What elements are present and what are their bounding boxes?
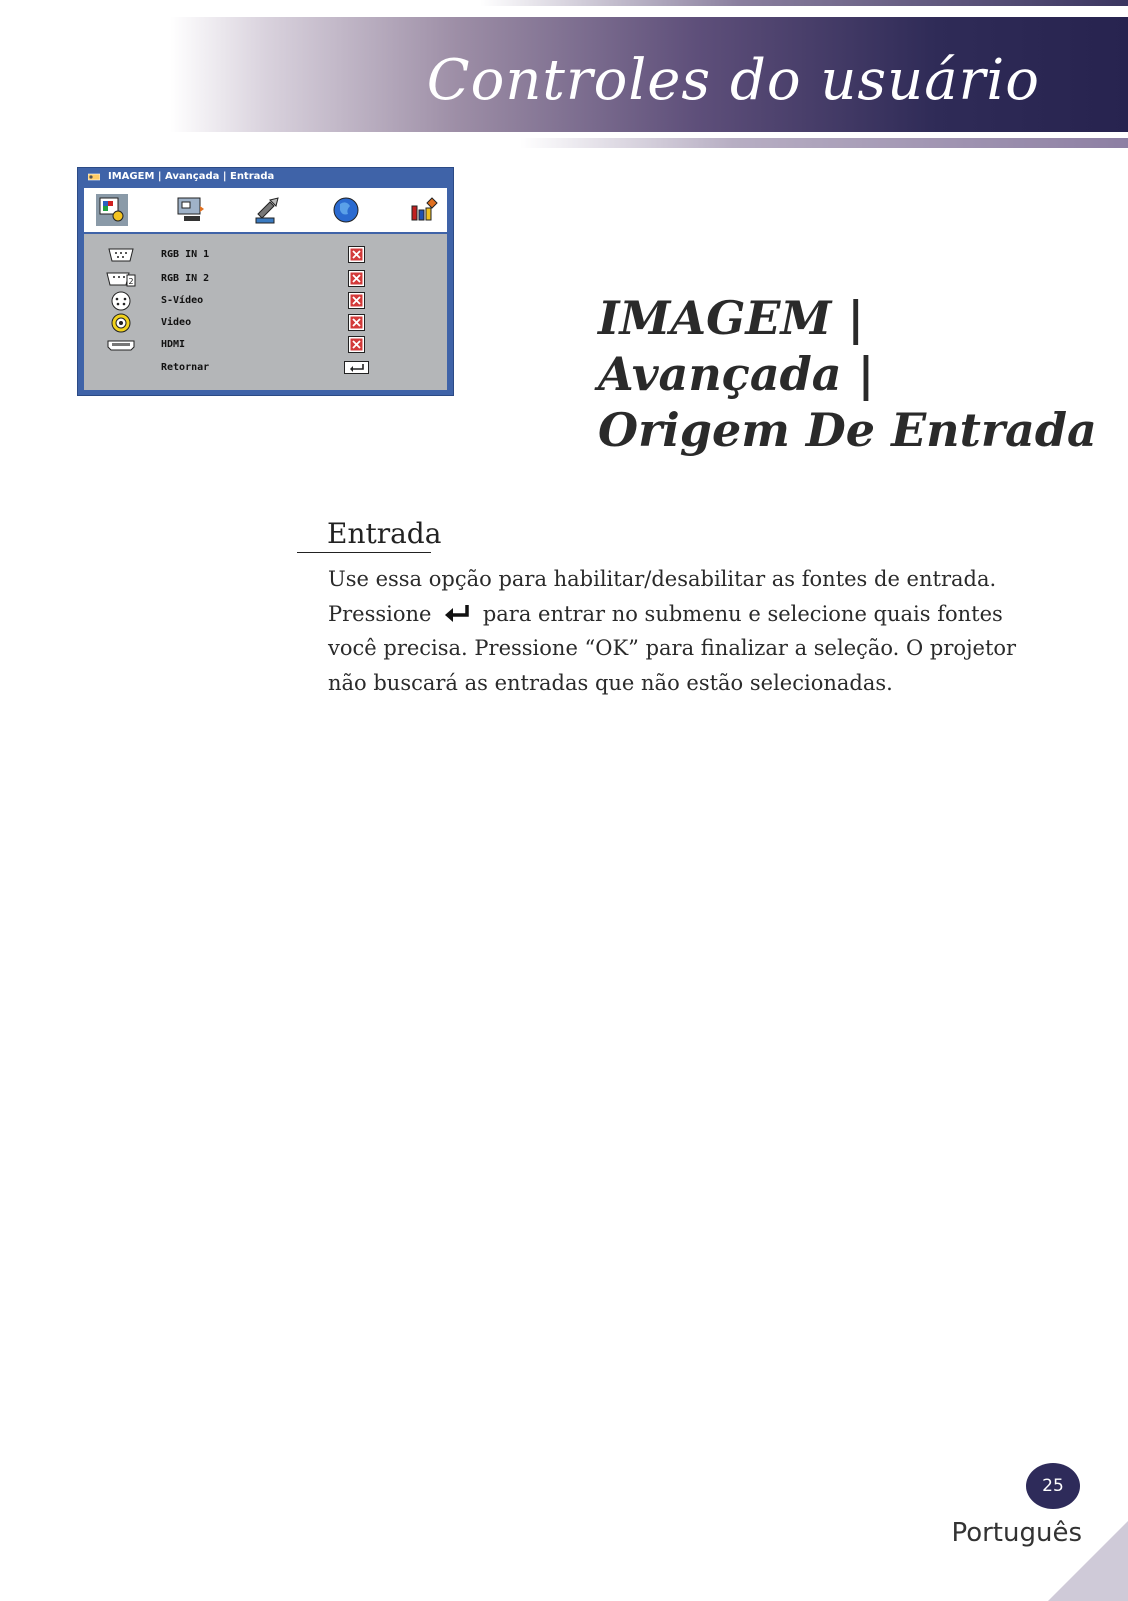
section-title-block xyxy=(598,290,1097,458)
osd-tab-bar xyxy=(84,188,447,232)
osd-source-list xyxy=(84,234,447,390)
setup-icon[interactable] xyxy=(252,194,284,226)
title-line-3: Origem De Entrada xyxy=(598,403,1097,457)
checkbox-checked[interactable] xyxy=(348,270,365,287)
source-row-return[interactable] xyxy=(84,358,447,380)
page-number-badge: 25 xyxy=(1026,1463,1080,1509)
source-row-rgb-in-2[interactable] xyxy=(84,269,447,291)
projector-icon xyxy=(88,171,100,181)
source-row-rgb-in-1[interactable] xyxy=(84,245,447,267)
title-line-2: Avançada | xyxy=(598,347,875,401)
source-label: HDMI xyxy=(161,339,186,350)
checkbox-checked[interactable] xyxy=(348,246,365,263)
section-heading: Entrada xyxy=(297,516,431,553)
source-row-video[interactable] xyxy=(84,313,447,335)
svideo-port-icon xyxy=(106,291,136,311)
svg-text:2: 2 xyxy=(128,277,134,286)
language-globe-icon[interactable] xyxy=(330,194,362,226)
page-header-title: Controles do usuário xyxy=(426,48,1040,113)
title-line-1: IMAGEM | xyxy=(598,291,865,345)
display-icon[interactable] xyxy=(174,194,206,226)
enter-key-icon xyxy=(442,602,472,624)
return-label: Retornar xyxy=(161,362,210,373)
rca-port-icon xyxy=(106,313,136,333)
osd-menu xyxy=(77,167,454,396)
image-settings-icon[interactable] xyxy=(96,194,128,226)
source-row-hdmi[interactable] xyxy=(84,335,447,357)
top-decor-stripe xyxy=(480,0,1128,6)
enter-icon[interactable] xyxy=(344,359,369,376)
osd-breadcrumb: IMAGEM | Avançada | Entrada xyxy=(108,171,275,182)
source-label: RGB IN 1 xyxy=(161,249,210,260)
section-paragraph xyxy=(328,562,1048,700)
language-label: Português xyxy=(951,1518,1082,1548)
vga-port-icon xyxy=(106,245,136,265)
checkbox-checked[interactable] xyxy=(348,314,365,331)
info-icon[interactable] xyxy=(408,194,440,226)
header-underline-stripe xyxy=(520,138,1128,148)
checkbox-checked[interactable] xyxy=(348,336,365,353)
source-label: Video xyxy=(161,317,192,328)
hdmi-port-icon xyxy=(106,335,136,355)
vga-port-2-icon xyxy=(106,269,136,289)
source-row-svideo[interactable] xyxy=(84,291,447,313)
paragraph-text-part-2: para entrar no submenu e selecione quais fontes você precisa. Pressione “OK” para finalizar a seleção. O projetor não buscará as entradas que não estão selecionadas. xyxy=(328,601,1017,695)
source-label: RGB IN 2 xyxy=(161,273,210,284)
osd-title-bar xyxy=(78,168,453,186)
source-label: S-Vídeo xyxy=(161,295,204,306)
checkbox-checked[interactable] xyxy=(348,292,365,309)
paragraph-text-part-1: Use essa opção para habilitar/desabilitar as fontes de entrada. Pressione xyxy=(328,567,997,626)
